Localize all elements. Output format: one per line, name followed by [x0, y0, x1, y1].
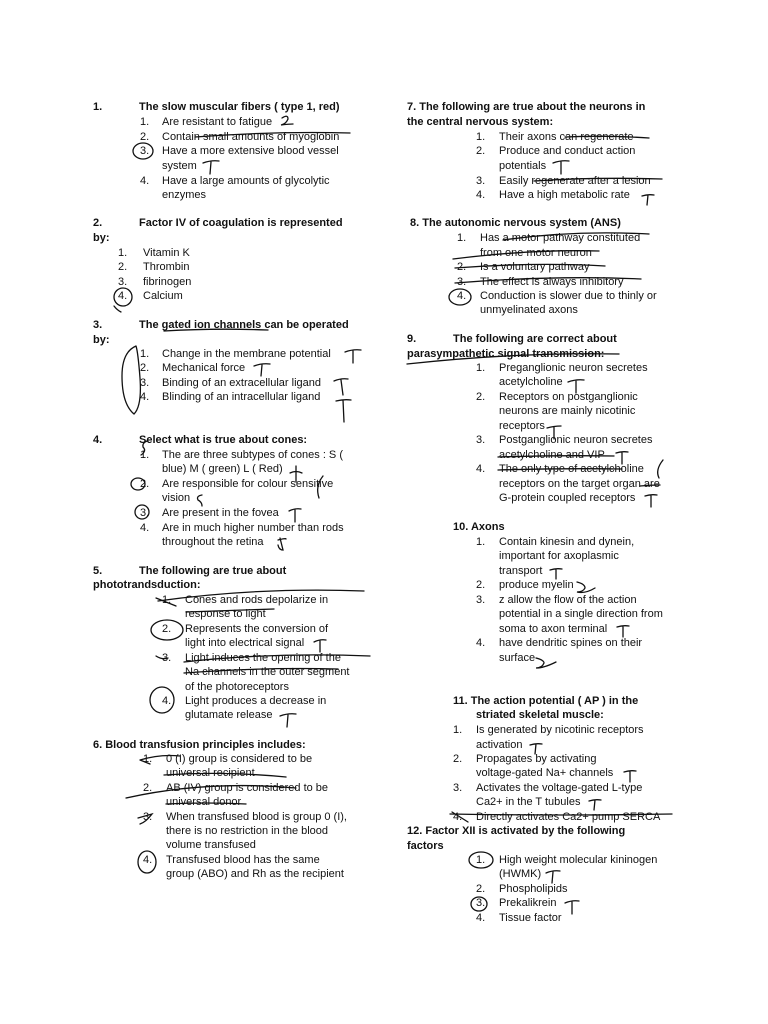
false-mark-q10-o4: [536, 658, 556, 668]
q1-option-2-number: 2.: [140, 131, 150, 143]
true-mark-q10-o1: [550, 569, 562, 579]
underline-q9: [407, 354, 619, 364]
q6-option-2: AB (IV) group is considered to be: [166, 782, 329, 794]
q2-stem: Factor IV of coagulation is represented: [139, 217, 343, 229]
true-mark-q10-o3: [617, 626, 629, 637]
q6-option-3-cont: there is no restriction in the blood: [166, 825, 329, 837]
q7-stem: 7. The following are true about the neurons in: [407, 101, 646, 113]
q5-option-2-cont: light into electrical signal: [185, 637, 305, 649]
q12-option-2: Phospholipids: [499, 883, 568, 895]
q2-number: 2.: [93, 217, 103, 229]
q10-option-1-cont: important for axoplasmic: [499, 550, 619, 562]
q9-option-2: Receptors on postganglionic: [499, 391, 638, 403]
false-mark-q1-o1: [281, 116, 293, 125]
q3-option-2: Mechanical force: [162, 362, 246, 374]
true-mark-q12-o1: [546, 871, 560, 883]
q9-stem-cont: parasympathetic signal transmission:: [407, 348, 605, 360]
q8-stem: 8. The autonomic nervous system (ANS): [410, 217, 621, 229]
q7-option-2-number: 2.: [476, 145, 486, 157]
true-mark-q4-o3: [289, 509, 301, 522]
q12-option-1: High weight molecular kininogen: [499, 854, 658, 866]
strike-q6-o2b: [166, 803, 246, 804]
q6-option-4-number: 4.: [143, 854, 153, 866]
q11-option-4: Directly activates Ca2+ pump SERCA: [476, 811, 661, 823]
q1-option-4-number: 4.: [140, 175, 150, 187]
circle-q1-o3: [133, 143, 153, 159]
q10-option-2-number: 2.: [476, 579, 486, 591]
q5-option-4-number: 4.: [162, 695, 172, 707]
q11-option-1: Is generated by nicotinic receptors: [476, 724, 644, 736]
q3-stem-post: can be operated: [261, 319, 349, 331]
q11-option-3: Activates the voltage-gated L-type: [476, 782, 643, 794]
circle-q4-o2: [131, 478, 145, 490]
true-mark-q9-o2: [547, 426, 561, 439]
strike-q5-o3a: [156, 656, 168, 659]
q11-option-2: Propagates by activating: [476, 753, 597, 765]
q11-stem: 11. The action potential ( AP ) in the: [453, 695, 639, 707]
q2-option-3: fibrinogen: [143, 276, 192, 288]
q6-stem: 6. Blood transfusion principles includes:: [93, 739, 306, 751]
q2-option-2-number: 2.: [118, 261, 128, 273]
q12-option-1-cont: (HWMK): [499, 868, 542, 880]
q1-option-2: Contain small amounts of myoglobin: [162, 131, 340, 143]
q4-option-2-number: 2.: [140, 478, 150, 490]
q4-option-1: The are three subtypes of cones : S (: [162, 449, 343, 461]
q12-option-2-number: 2.: [476, 883, 486, 895]
q5-option-3-cont2: of the photoreceptors: [185, 681, 289, 693]
q8-option-1-number: 1.: [457, 232, 467, 244]
q9-option-2-cont: neurons are mainly nicotinic: [499, 405, 636, 417]
q5-option-1-cont: response to light: [185, 608, 266, 620]
strike-q5-o1b: [186, 609, 274, 612]
q6-option-1-number: 1.: [143, 753, 153, 765]
q4-option-3-number: 3.: [140, 507, 150, 519]
q6-option-4: Transfused blood has the same: [166, 854, 320, 866]
q4-option-1-cont: blue) M ( green) L ( Red): [162, 463, 283, 475]
mark-q9-o4: [658, 460, 663, 478]
q9-option-4-number: 4.: [476, 463, 486, 475]
strike-q8-o2: [455, 264, 605, 268]
q12-stem: 12. Factor XII is activated by the following: [407, 825, 626, 837]
q7-option-4: Have a high metabolic rate: [499, 189, 630, 201]
q11-option-2-number: 2.: [453, 753, 463, 765]
q3-stem-highlight: gated ion channels: [161, 319, 262, 331]
q2-option-2: Thrombin: [143, 261, 190, 273]
q9-option-4-cont: receptors on the target organ are: [499, 478, 660, 490]
q5-option-3-number: 3.: [162, 652, 172, 664]
q11-option-3-cont: Ca2+ in the T tubules: [476, 796, 581, 808]
q6-option-2-cont: universal donor: [166, 796, 242, 808]
strike-q5-o3c: [184, 669, 338, 674]
q11-option-4-number: 4.: [453, 811, 463, 823]
tick-q2-o4: [114, 306, 121, 312]
mark-q6-o3: [138, 814, 152, 824]
true-mark-q7-o4: [642, 195, 654, 205]
q5-number: 5.: [93, 565, 103, 577]
q7-option-2-cont: potentials: [499, 160, 547, 172]
q6-option-4-cont: group (ABO) and Rh as the recipient: [166, 868, 344, 880]
q11-option-1-number: 1.: [453, 724, 463, 736]
circle-q4-o3: [135, 505, 149, 519]
q8-option-1-cont: from one motor neuron: [480, 247, 592, 259]
strike-q6-o1: [140, 756, 180, 765]
q6-option-3-number: 3.: [143, 811, 153, 823]
true-mark-q11-o2: [624, 771, 636, 782]
q3-stem-cont: by:: [93, 334, 110, 346]
q6-option-2-number: 2.: [143, 782, 153, 794]
true-mark-q9-o4c: [645, 495, 657, 507]
q5-stem-cont-text: phototrandsduction: [93, 579, 197, 591]
q12-option-4-number: 4.: [476, 912, 486, 924]
q9-option-1-cont: acetylcholine: [499, 376, 563, 388]
q10-option-4: have dendritic spines on their: [499, 637, 643, 649]
q11-stem-cont: striated skeletal muscle:: [476, 709, 604, 721]
q10-option-3: z allow the flow of the action: [499, 594, 637, 606]
true-mark-q5-o4: [280, 714, 296, 727]
false-mark-q10-o2: [577, 582, 595, 593]
strike-q7-o1: [565, 136, 649, 138]
q5-stem-cont: phototrandsduction:: [93, 579, 201, 591]
bracket-q3: [122, 346, 140, 414]
q8-option-4-cont: unmyelinated axons: [480, 304, 578, 316]
mark-q4-o2-b: [198, 495, 203, 506]
true-mark-q3-o4: [336, 400, 351, 422]
q8-option-2-number: 2.: [457, 261, 467, 273]
strike-q6-o1b: [164, 773, 286, 777]
q7-option-1: Their axons can regenerate: [499, 131, 634, 143]
mark-q4-o1-b: [290, 466, 302, 482]
underline-q9-o3: [498, 456, 614, 457]
q10-option-1-number: 1.: [476, 536, 486, 548]
q1-option-4: Have a large amounts of glycolytic: [162, 175, 330, 187]
q7-option-3: Easily regenerate after a lesion: [499, 175, 651, 187]
q3-number: 3.: [93, 319, 103, 331]
q12-option-1-number: 1.: [476, 854, 486, 866]
q7-stem-cont: the central nervous system:: [407, 116, 554, 128]
circle-q12-o3: [471, 897, 487, 911]
q8-option-4-number: 4.: [457, 290, 467, 302]
q10-stem: 10. Axons: [453, 521, 505, 533]
q8-option-3: The effect is always inhibitory: [480, 276, 624, 288]
circle-q5-o2: [151, 620, 183, 640]
q10-option-4-cont: surface: [499, 652, 536, 664]
strike-q7-o3: [534, 178, 662, 181]
q5-option-3: Light induces the opening of the: [185, 652, 341, 664]
q3-option-2-number: 2.: [140, 362, 150, 374]
q7-option-2: Produce and conduct action: [499, 145, 636, 157]
q1-number: 1.: [93, 101, 103, 113]
underline-q3: [164, 329, 268, 331]
strike-q1-o2: [195, 133, 350, 138]
q10-option-4-number: 4.: [476, 637, 486, 649]
q9-number: 9.: [407, 333, 417, 345]
q4-number: 4.: [93, 434, 103, 446]
q1-stem: The slow muscular fibers ( type 1, red): [139, 101, 340, 113]
strike-q8-o1a: [503, 233, 649, 240]
true-mark-q12-o3: [565, 901, 579, 914]
q6-option-1-cont: universal recipient: [166, 767, 255, 779]
q9-option-2-cont2: receptors: [499, 420, 545, 432]
q5-option-2: Represents the conversion of: [185, 623, 329, 635]
q2-option-1-number: 1.: [118, 247, 128, 259]
q5-option-2-number: 2.: [162, 623, 172, 635]
q7-option-3-number: 3.: [476, 175, 486, 187]
q8-option-3-number: 3.: [457, 276, 467, 288]
true-mark-q3-o3: [334, 379, 348, 395]
q5-option-3-cont: Na channels in the outer segment: [185, 666, 350, 678]
q12-stem-cont: factors: [407, 840, 444, 852]
mark-q11-o4: [452, 812, 468, 822]
q4-option-3: Are present in the fovea: [162, 507, 279, 519]
underline-q9-o4b: [640, 485, 660, 486]
true-mark-q5-o2: [314, 640, 326, 652]
q12-option-3: Prekalikrein: [499, 897, 557, 909]
q3-option-4-number: 4.: [140, 391, 150, 403]
strike-q8-o3: [455, 278, 641, 283]
true-mark-q11-o1: [530, 744, 542, 754]
q4-stem: Select what is true about cones:: [139, 434, 308, 446]
q8-option-4: Conduction is slower due to thinly or: [480, 290, 657, 302]
q10-option-3-number: 3.: [476, 594, 486, 606]
circle-q2-o4: [114, 288, 132, 306]
q11-option-2-cont: voltage-gated Na+ channels: [476, 767, 614, 779]
q11-option-1-cont: activation: [476, 739, 523, 751]
q10-option-3-cont2: soma to axon terminal: [499, 623, 608, 635]
q9-option-3-number: 3.: [476, 434, 486, 446]
underline-q9-o4: [498, 469, 622, 470]
q3-option-3: Binding of an extracellular ligand: [162, 377, 321, 389]
q10-option-3-cont: potential in a single direction from: [499, 608, 663, 620]
q7-option-1-number: 1.: [476, 131, 486, 143]
q2-option-4-number: 4.: [118, 290, 128, 302]
q2-option-1: Vitamin K: [143, 247, 190, 259]
q1-option-3-cont: system: [162, 160, 197, 172]
q5-option-1-number: 1.: [162, 594, 172, 606]
true-mark-q7-o2: [553, 161, 569, 174]
q10-option-1: Contain kinesin and dynein,: [499, 536, 635, 548]
q10-option-2: produce myelin: [499, 579, 574, 591]
q2-option-3-number: 3.: [118, 276, 128, 288]
q9-option-1-number: 1.: [476, 362, 486, 374]
q1-option-4-cont: enzymes: [162, 189, 207, 201]
circle-q5-o4: [150, 687, 174, 713]
q5-option-4-cont: glutamate release: [185, 709, 273, 721]
q7-option-4-number: 4.: [476, 189, 486, 201]
true-mark-q9-o1: [568, 380, 584, 393]
q12-option-4: Tissue factor: [499, 912, 562, 924]
mark-q4-o2: [318, 476, 323, 498]
q3-option-4: Blinding of an intracellular ligand: [162, 391, 321, 403]
q4-option-1-number: 1.: [140, 449, 150, 461]
q6-option-3: When transfused blood is group 0 (I),: [166, 811, 347, 823]
strike-q5-o3b: [184, 655, 370, 662]
q6-option-3-cont2: volume transfused: [166, 839, 256, 851]
q9-option-4: The only type of acetylcholine: [499, 463, 644, 475]
q5-option-4: Light produces a decrease in: [185, 695, 327, 707]
strike-q11-o4: [450, 814, 672, 815]
q1-option-3: Have a more extensive blood vessel: [162, 145, 339, 157]
true-mark-q9-o3: [616, 452, 628, 464]
q12-option-3-number: 3.: [476, 897, 486, 909]
q5-option-1: Cones and rods depolarize in: [185, 594, 329, 606]
q9-option-1: Preganglionic neuron secretes: [499, 362, 648, 374]
q6-option-1: 0 (I) group is considered to be: [166, 753, 313, 765]
q9-option-3-cont: acetylcholine and VIP: [499, 449, 605, 461]
q2-stem-cont: by:: [93, 232, 110, 244]
strike-q5-o1a: [158, 590, 364, 601]
strike-q8-o1b: [453, 251, 599, 259]
q10-option-1-cont2: transport: [499, 565, 543, 577]
q9-stem: The following are correct about: [453, 333, 617, 345]
q3-option-1: Change in the membrane potential: [162, 348, 331, 360]
q3-option-3-number: 3.: [140, 377, 150, 389]
circle-q6-o4: [138, 851, 156, 873]
true-mark-q1-o3: [203, 161, 219, 174]
q1-option-3-number: 3.: [140, 145, 150, 157]
q3-stem-pre: The: [139, 319, 162, 331]
mark-q4-o1: [141, 441, 147, 455]
q8-option-2: Is a voluntary pathway: [480, 261, 590, 273]
q4-option-2-cont: vision: [162, 492, 191, 504]
q9-option-3: Postganglionic neuron secretes: [499, 434, 653, 446]
strike-q6-o2a: [126, 786, 296, 798]
q4-option-4-number: 4.: [140, 522, 150, 534]
q1-option-1-number: 1.: [140, 116, 150, 128]
true-mark-q3-o1: [345, 350, 361, 363]
q9-option-4-cont2: G-protein coupled receptors: [499, 492, 636, 504]
mark-q4-o4: [278, 538, 286, 550]
q4-option-4: Are in much higher number than rods: [162, 522, 344, 534]
q2-option-4: Calcium: [143, 290, 183, 302]
true-mark-q11-o3: [589, 800, 601, 810]
q4-option-2: Are responsible for colour sensitive: [162, 478, 334, 490]
circle-q8-o4: [449, 289, 471, 305]
q9-option-2-number: 2.: [476, 391, 486, 403]
circle-q12-o1: [469, 852, 493, 868]
q3-option-1-number: 1.: [140, 348, 150, 360]
q1-option-1: Are resistant to fatigue: [162, 116, 273, 128]
q5-stem: The following are true about: [139, 565, 287, 577]
true-mark-q3-o2: [254, 364, 270, 376]
q4-option-4-cont: throughout the retina: [162, 536, 264, 548]
q11-option-3-number: 3.: [453, 782, 463, 794]
q8-option-1: Has a motor pathway constituted: [480, 232, 641, 244]
